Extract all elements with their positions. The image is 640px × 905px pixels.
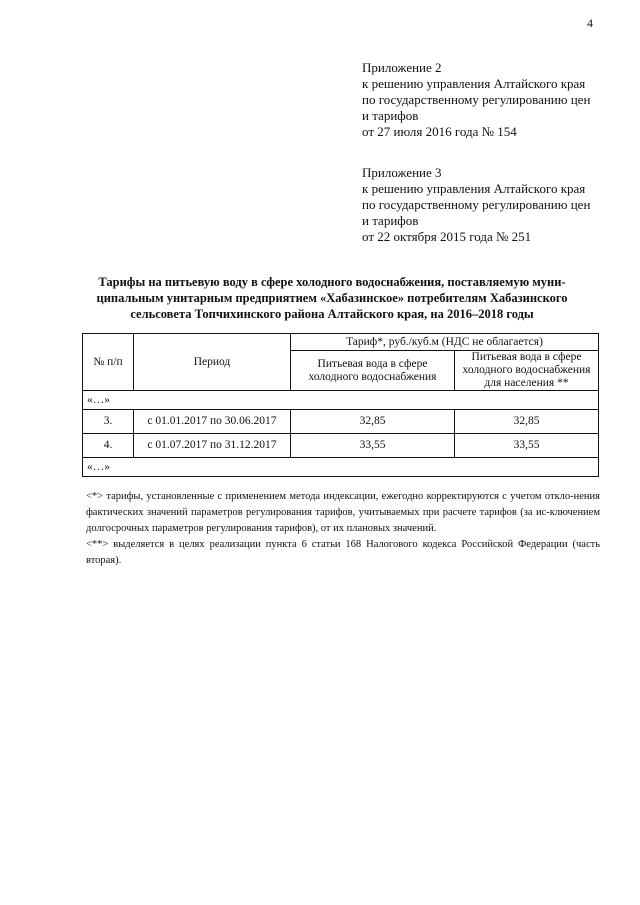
cell-period: с 01.01.2017 по 30.06.2017 xyxy=(134,410,291,434)
appendix-3-line: к решению управления Алтайского края xyxy=(362,181,586,196)
appendix-3-block xyxy=(362,165,622,245)
header-col-a: Питьевая вода в сфере холодного водоснабжения xyxy=(291,351,455,391)
table-ellipsis-bottom: «…» xyxy=(83,458,599,477)
tariff-table xyxy=(82,333,599,477)
appendix-2-block xyxy=(362,60,622,140)
document-title xyxy=(76,274,588,322)
appendix-2-line: от 27 июля 2016 года № 154 xyxy=(362,124,517,139)
cell-value-a: 32,85 xyxy=(291,410,455,434)
appendix-2-line: и тарифов xyxy=(362,108,419,123)
title-line: Тарифы на питьевую воду в сфере холодного водоснабжения, поставляемую муни- xyxy=(98,275,566,289)
appendix-3-line: Приложение 3 xyxy=(362,165,442,180)
footnotes xyxy=(86,489,600,569)
title-line: сельсовета Топчихинского района Алтайского края, на 2016–2018 годы xyxy=(130,307,534,321)
title-line: ципальным унитарным предприятием «Хабазинское» потребителям Хабазинского xyxy=(96,291,568,305)
cell-num: 4. xyxy=(83,434,134,458)
appendix-3-line: и тарифов xyxy=(362,213,419,228)
appendix-3-line: от 22 октября 2015 года № 251 xyxy=(362,229,532,244)
header-period: Период xyxy=(134,334,291,391)
appendix-2-line: к решению управления Алтайского края xyxy=(362,76,586,91)
table-row xyxy=(83,434,599,458)
cell-period: с 01.07.2017 по 31.12.2017 xyxy=(134,434,291,458)
table-row xyxy=(83,410,599,434)
cell-num: 3. xyxy=(83,410,134,434)
cell-value-b: 33,55 xyxy=(455,434,599,458)
footnote-2: <**> выделяется в целях реализации пункта 6 статьи 168 Налогового кодекса Российской Федерации (часть вторая). xyxy=(86,539,600,566)
appendix-2-line: Приложение 2 xyxy=(362,60,442,75)
footnote-1: <*> тарифы, установленные с применением метода индексации, ежегодно корректируются с учетом откло-нения фактических значений параметров регулирования тарифов, учитываемых при расчете тарифов (за ис-ключением долгосрочных параметров регулирования тарифов), от их плановых значений. xyxy=(86,491,600,534)
header-col-b: Питьевая вода в сфере холодного водоснабжения для населения ** xyxy=(455,351,599,391)
appendix-2-line: по государственному регулированию цен xyxy=(362,92,591,107)
cell-value-a: 33,55 xyxy=(291,434,455,458)
table-ellipsis-top: «…» xyxy=(83,391,599,410)
page-number: 4 xyxy=(587,16,593,30)
appendix-3-line: по государственному регулированию цен xyxy=(362,197,591,212)
header-num: № п/п xyxy=(83,334,134,391)
cell-value-b: 32,85 xyxy=(455,410,599,434)
header-tariff-group: Тариф*, руб./куб.м (НДС не облагается) xyxy=(291,334,599,351)
